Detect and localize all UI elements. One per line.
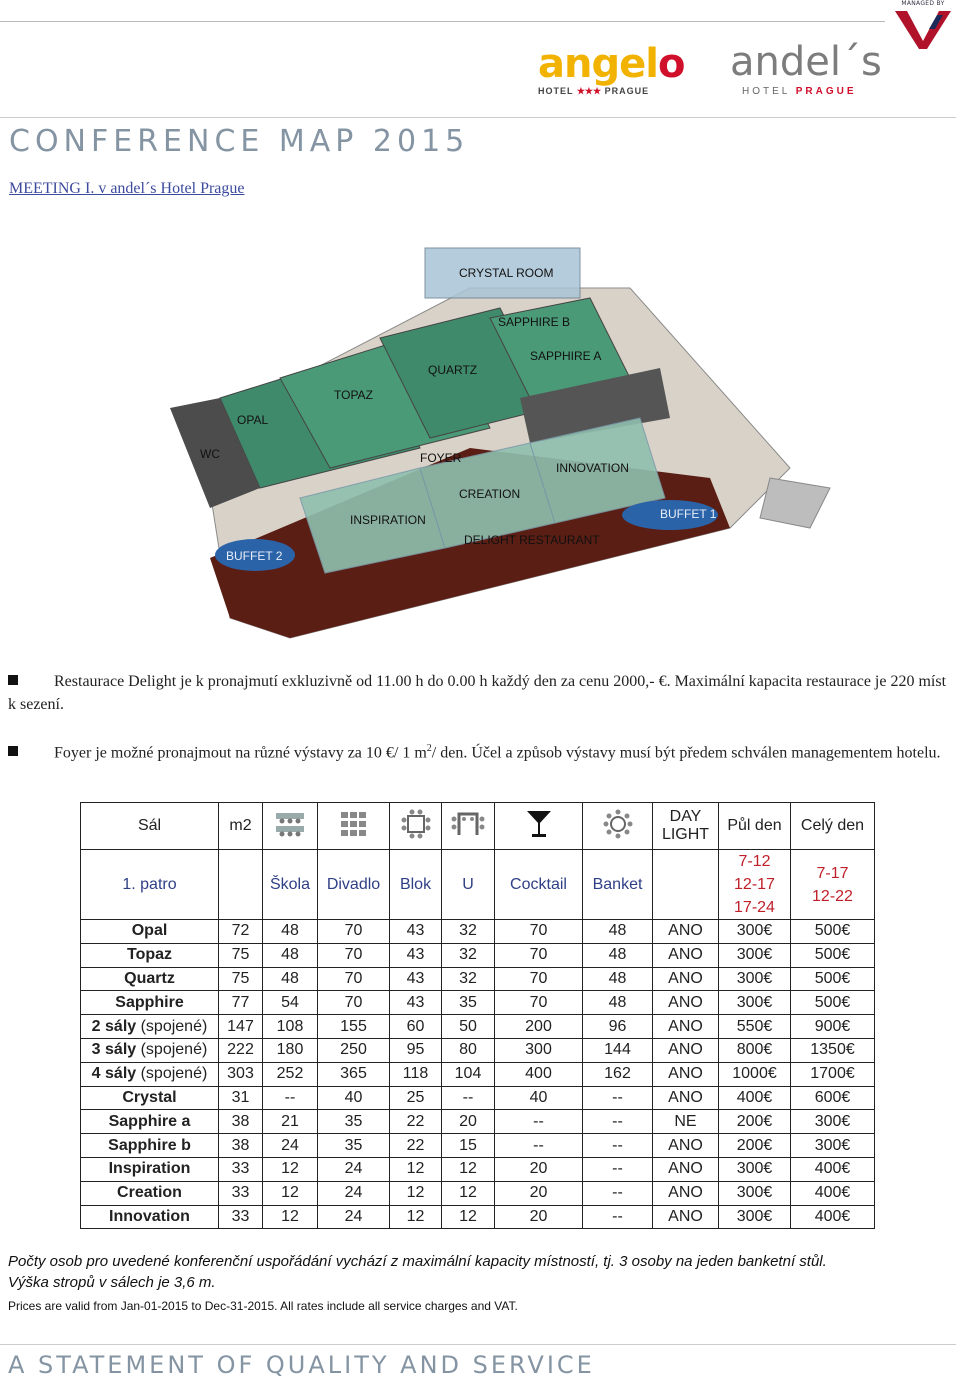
table-cell: 31 [219,1086,263,1110]
table-cell: 35 [318,1110,390,1134]
setup-u: U [442,850,495,920]
angelo-logo-word: angelo [538,41,685,87]
table-cell: 118 [390,1062,442,1086]
prices-note: Prices are valid from Jan-01-2015 to Dec-31-2015. All rates include all service charges and VAT. [8,1299,518,1313]
table-cell: 24 [318,1205,390,1229]
angelo-logo-sub [538,86,686,97]
table-cell: 35 [318,1134,390,1158]
table-cell: 108 [263,1015,318,1039]
note-restaurant-text: Restaurace Delight je k pronajmutí exkluzivně od 11.00 h do 0.00 h každý den za cenu 2000,- €. Maximální kapacita restaurace je 220 míst k sezení. [8,673,947,713]
room-name-cell [81,991,219,1015]
room-name-cell [81,920,219,944]
table-cell: 54 [263,991,318,1015]
header-full-day: Celý den [791,803,875,850]
table-cell: 365 [318,1062,390,1086]
table-cell: 300€ [719,991,791,1015]
table-subheader-row [81,850,875,920]
table-cell: 300 [495,1038,583,1062]
room-name-cell [81,1134,219,1158]
room-capacity-table [80,802,875,1229]
room-name: 2 sály [91,1017,137,1035]
table-cell: 43 [390,920,442,944]
table-cell: 48 [263,967,318,991]
map-label-creation: CREATION [459,487,521,501]
map-label-sapphire-a: SAPPHIRE A [530,349,602,363]
table-cell: 50 [442,1015,495,1039]
table-row [81,920,875,944]
table-cell: 20 [495,1205,583,1229]
table-row [81,991,875,1015]
setup-banquet: Banket [583,850,653,920]
table-cell: 75 [219,943,263,967]
full-day-hours-1: 7-17 [816,864,849,882]
header-daylight: DAY LIGHT [653,803,719,850]
table-cell: -- [442,1086,495,1110]
header-school-icon-cell [263,803,318,850]
room-name: Creation [117,1184,182,1202]
table-cell: 147 [219,1015,263,1039]
table-cell: 104 [442,1062,495,1086]
room-name: Sapphire b [108,1136,191,1154]
table-cell: 12 [442,1157,495,1181]
table-row [81,1157,875,1181]
table-cell: 200 [495,1015,583,1039]
table-cell: 77 [219,991,263,1015]
note-foyer [8,737,948,764]
table-cell: 20 [442,1110,495,1134]
vi-logo-icon [893,7,953,51]
table-cell: 22 [390,1110,442,1134]
table-cell: 43 [390,967,442,991]
room-name-cell [81,1038,219,1062]
andels-logo-sub [730,86,890,97]
table-cell: 96 [583,1015,653,1039]
table-cell: 550€ [719,1015,791,1039]
setup-school: Škola [263,850,318,920]
table-cell: 12 [442,1181,495,1205]
room-name: Crystal [122,1088,177,1106]
table-cell: 24 [263,1134,318,1158]
half-day-hours-2: 12-17 [734,876,775,893]
table-cell: 21 [263,1110,318,1134]
setup-cocktail: Cocktail [495,850,583,920]
table-cell: 70 [318,920,390,944]
table-cell: 70 [318,991,390,1015]
table-cell: ANO [653,920,719,944]
room-name-suffix: (spojené) [136,1017,208,1035]
header-theatre-icon-cell [318,803,390,850]
room-name-cell [81,1062,219,1086]
page-title: CONFERENCE MAP 2015 [9,124,470,159]
table-row [81,967,875,991]
table-cell: 33 [219,1205,263,1229]
room-name-cell [81,1086,219,1110]
table-cell: 500€ [791,991,875,1015]
room-name-cell [81,967,219,991]
table-cell: 40 [318,1086,390,1110]
header-half-day: Půl den [719,803,791,850]
subheader-empty-daylight [653,850,719,920]
table-cell: 400€ [791,1205,875,1229]
andels-logo-word: andel´s [730,39,882,85]
banquet-layout-icon [601,809,635,839]
block-layout-icon [399,809,433,839]
table-cell: 1700€ [791,1062,875,1086]
table-cell: 303 [219,1062,263,1086]
table-cell: 48 [583,943,653,967]
table-cell: ANO [653,1086,719,1110]
setup-theatre: Divadlo [318,850,390,920]
table-cell: ANO [653,1157,719,1181]
table-cell: 70 [495,991,583,1015]
header-sal: Sál [81,803,219,850]
table-cell: 300€ [719,1181,791,1205]
half-day-hours-1: 7-12 [738,853,771,870]
cocktail-glass-icon [522,809,556,839]
map-label-wc: WC [200,447,220,461]
room-name-suffix: (spojené) [136,1041,208,1059]
room-name: Innovation [109,1207,190,1225]
half-day-hours [719,850,791,920]
header-cocktail-icon-cell [495,803,583,850]
table-row [81,1015,875,1039]
table-cell: ANO [653,967,719,991]
table-cell: 300€ [719,967,791,991]
table-cell: 70 [495,920,583,944]
table-cell: 12 [263,1181,318,1205]
table-cell: 400 [495,1062,583,1086]
table-cell: 300€ [719,1157,791,1181]
table-cell: 155 [318,1015,390,1039]
table-cell: -- [583,1134,653,1158]
table-cell: 600€ [791,1086,875,1110]
room-name-cell [81,1110,219,1134]
map-label-inspiration: INSPIRATION [350,513,426,527]
table-cell: 70 [318,943,390,967]
table-cell: 32 [442,920,495,944]
room-name-cell [81,1015,219,1039]
table-cell: -- [583,1157,653,1181]
table-cell: 222 [219,1038,263,1062]
table-cell: -- [583,1110,653,1134]
table-row [81,943,875,967]
table-cell: 20 [495,1157,583,1181]
table-cell: 25 [390,1086,442,1110]
table-cell: 32 [442,943,495,967]
table-cell: -- [583,1086,653,1110]
table-cell: 33 [219,1157,263,1181]
room-name: Inspiration [108,1160,191,1178]
table-cell: 70 [495,967,583,991]
table-cell: 500€ [791,967,875,991]
table-cell: 48 [263,943,318,967]
table-cell: 800€ [719,1038,791,1062]
school-layout-icon [273,809,307,839]
table-cell: 38 [219,1134,263,1158]
table-cell: -- [263,1086,318,1110]
note-foyer-sup: 2 [426,743,432,754]
table-cell: 48 [583,991,653,1015]
table-cell: 300€ [719,943,791,967]
andels-logo-hotel: HOTEL [742,86,790,97]
map-label-buffet-2: BUFFET 2 [226,549,283,563]
top-rule [0,21,885,22]
half-day-hours-3: 17-24 [734,899,775,916]
map-label-crystal: CRYSTAL ROOM [459,266,554,280]
table-row [81,1110,875,1134]
table-cell: ANO [653,1181,719,1205]
room-name-cell [81,1157,219,1181]
table-cell: 500€ [791,920,875,944]
table-cell: -- [495,1110,583,1134]
theatre-layout-icon [337,809,371,839]
table-row [81,1062,875,1086]
table-cell: 300€ [719,1205,791,1229]
room-name-cell [81,943,219,967]
table-row [81,1181,875,1205]
square-bullet-icon [8,675,18,685]
bottom-rule [0,1344,956,1345]
square-bullet-icon [8,746,18,756]
andels-hotel-logo [730,39,890,98]
managed-by-logo [890,0,956,56]
table-cell: 400€ [719,1086,791,1110]
room-name: Opal [131,922,168,940]
floor-label: 1. patro [81,850,219,920]
table-row [81,1038,875,1062]
table-cell: ANO [653,943,719,967]
table-cell: -- [495,1134,583,1158]
table-cell: 40 [495,1086,583,1110]
managed-by-text: MANAGED BY [901,0,945,7]
table-cell: NE [653,1110,719,1134]
room-name-suffix: (spojené) [136,1065,208,1083]
table-cell: 162 [583,1062,653,1086]
table-cell: 400€ [791,1181,875,1205]
room-name: Quartz [124,969,175,987]
table-cell: 12 [390,1157,442,1181]
angelo-hotel-logo [538,41,686,100]
table-cell: 72 [219,920,263,944]
header-m2: m2 [219,803,263,850]
header-block-icon-cell [390,803,442,850]
table-cell: 70 [318,967,390,991]
map-label-opal: OPAL [237,413,269,427]
table-cell: 24 [318,1157,390,1181]
table-cell: ANO [653,1062,719,1086]
table-row [81,1134,875,1158]
table-cell: 300€ [791,1110,875,1134]
table-cell: 500€ [791,943,875,967]
table-cell: 200€ [719,1134,791,1158]
table-cell: 38 [219,1110,263,1134]
room-name-cell [81,1181,219,1205]
room-name-cell [81,1205,219,1229]
tagline: A STATEMENT OF QUALITY AND SERVICE [8,1351,595,1379]
table-cell: ANO [653,1205,719,1229]
table-row [81,1086,875,1110]
table-cell: 12 [390,1181,442,1205]
room-name: Topaz [126,946,173,964]
table-cell: 15 [442,1134,495,1158]
title-rule [0,117,956,118]
table-cell: -- [583,1205,653,1229]
table-cell: 12 [263,1157,318,1181]
table-cell: 144 [583,1038,653,1062]
table-cell: 35 [442,991,495,1015]
room-name: 3 sály [91,1041,137,1059]
table-cell: ANO [653,1134,719,1158]
footnote-ceiling-line: Výška stropů v sálech je 3,6 m. [8,1274,216,1291]
table-cell: 24 [318,1181,390,1205]
full-day-hours-2: 12-22 [812,887,853,905]
header-banquet-icon-cell [583,803,653,850]
stairs [760,478,830,528]
table-cell: 300€ [791,1134,875,1158]
table-cell: 80 [442,1038,495,1062]
table-cell: 900€ [791,1015,875,1039]
room-name: Sapphire a [108,1112,191,1130]
map-label-buffet-1: BUFFET 1 [660,507,717,521]
table-cell: ANO [653,991,719,1015]
table-cell: ANO [653,1015,719,1039]
table-cell: 48 [263,920,318,944]
table-cell: 1000€ [719,1062,791,1086]
andels-logo-prague: PRAGUE [795,86,857,97]
note-foyer-text-a: Foyer je možné pronajmout na různé výstavy za 10 €/ 1 m [54,744,427,762]
u-shape-layout-icon [451,809,485,839]
table-cell: 12 [442,1205,495,1229]
table-cell: 12 [263,1205,318,1229]
note-foyer-text-b: / den. Účel a způsob výstavy musí být předem schválen managementem hotelu. [431,744,941,762]
table-cell: 250 [318,1038,390,1062]
table-cell: ANO [653,1038,719,1062]
table-cell: 12 [390,1205,442,1229]
map-label-foyer: FOYER [420,451,462,465]
angelo-logo-hotel: HOTEL [538,86,574,96]
map-label-topaz: TOPAZ [334,388,373,402]
conference-floor-map [170,228,850,648]
table-cell: 75 [219,967,263,991]
footnote-capacity [8,1251,827,1293]
table-cell: 48 [583,967,653,991]
full-day-hours [791,850,875,920]
note-restaurant [8,670,948,716]
table-cell: 20 [495,1181,583,1205]
map-label-innovation: INNOVATION [556,461,629,475]
angelo-logo-stars: ★★★ [576,86,602,96]
angelo-logo-prague: PRAGUE [604,86,650,96]
table-cell: 1350€ [791,1038,875,1062]
table-cell: 200€ [719,1110,791,1134]
table-cell: 300€ [719,920,791,944]
table-header-row [81,803,875,850]
table-cell: 22 [390,1134,442,1158]
map-label-quartz: QUARTZ [428,363,478,377]
table-cell: 400€ [791,1157,875,1181]
table-cell: 60 [390,1015,442,1039]
table-row [81,1205,875,1229]
room-rows [81,920,875,1229]
table-cell: 43 [390,991,442,1015]
table-cell: 43 [390,943,442,967]
room-name: Sapphire [115,993,184,1011]
page-subtitle-link[interactable]: MEETING I. v andel´s Hotel Prague [9,180,245,197]
setup-block: Blok [390,850,442,920]
table-cell: 95 [390,1038,442,1062]
map-label-sapphire-b: SAPPHIRE B [498,315,571,329]
subheader-empty [219,850,263,920]
map-label-delight: DELIGHT RESTAURANT [464,533,600,547]
table-cell: 70 [495,943,583,967]
room-name: 4 sály [91,1065,137,1083]
table-cell: 180 [263,1038,318,1062]
header-u-icon-cell [442,803,495,850]
table-cell: 33 [219,1181,263,1205]
table-cell: -- [583,1181,653,1205]
table-cell: 252 [263,1062,318,1086]
footnote-capacity-line: Počty osob pro uvedené konferenční uspořádání vychází z maximální kapacity místností, tj. 3 osoby na jeden banketní stůl. [8,1253,827,1270]
table-cell: 48 [583,920,653,944]
table-cell: 32 [442,967,495,991]
